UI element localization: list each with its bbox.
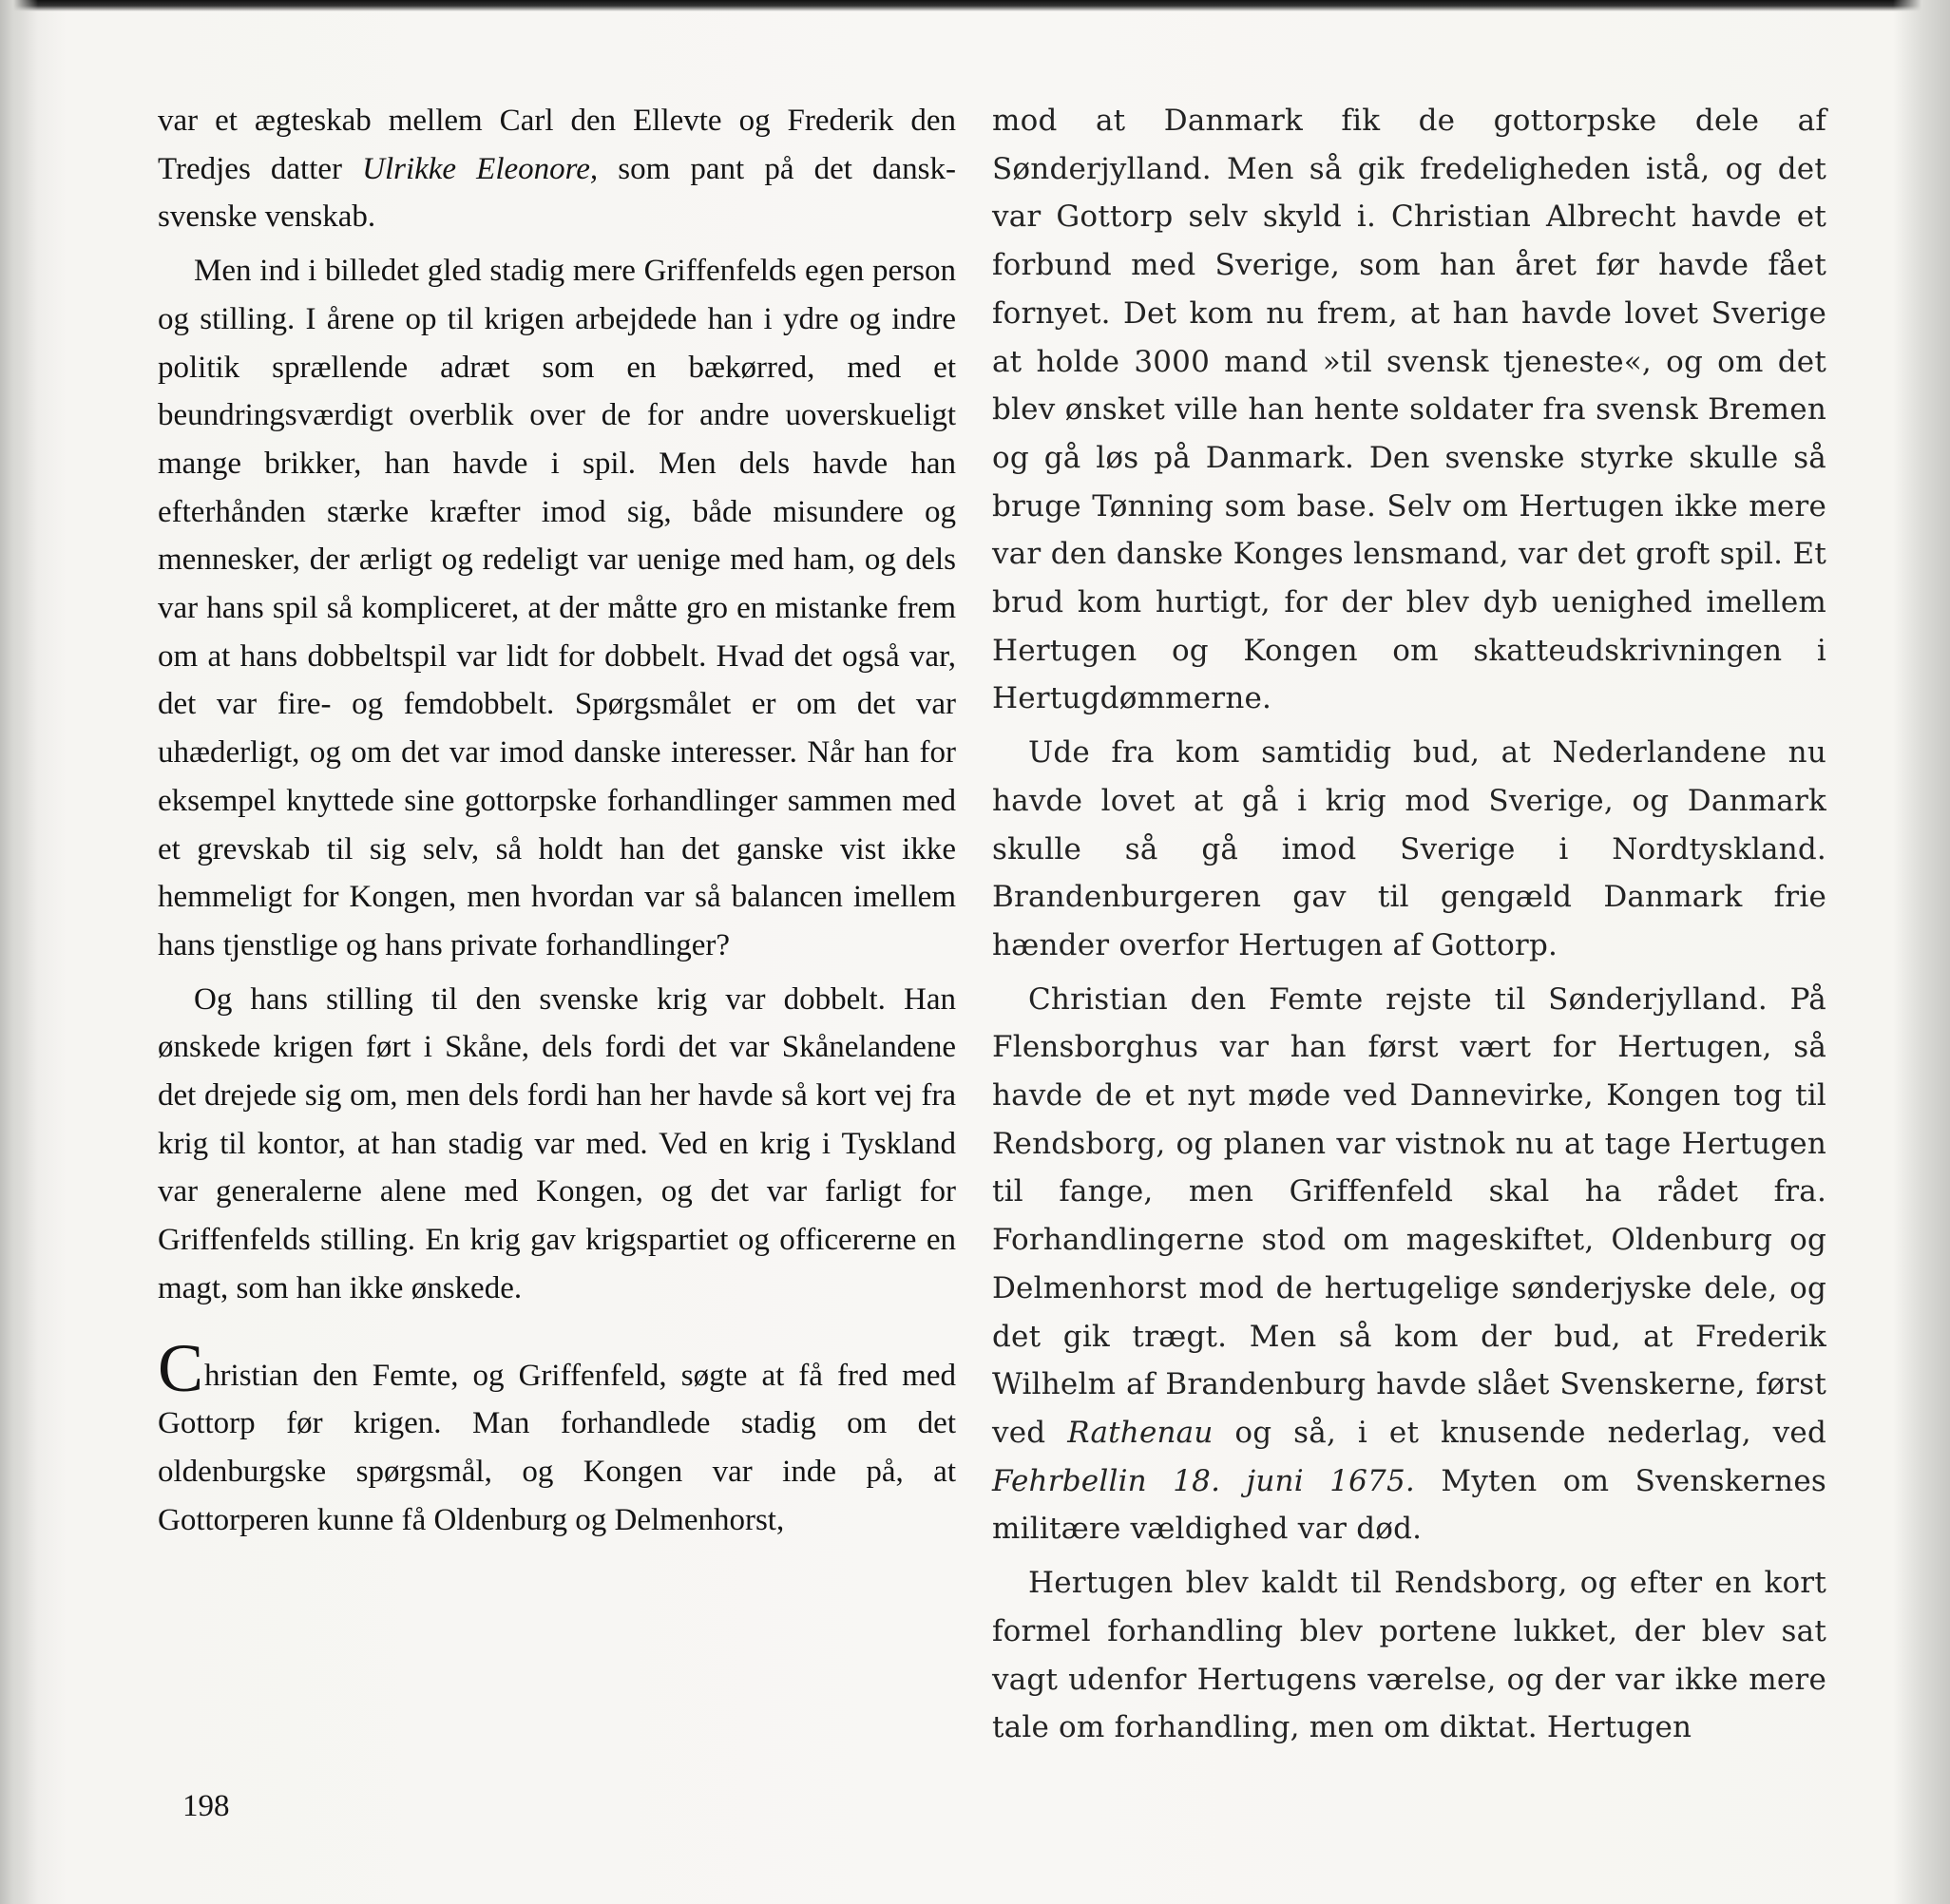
page-right-edge: [1893, 0, 1950, 1904]
drop-cap: C: [158, 1329, 204, 1406]
paragraph: mod at Danmark fik de gottorpske dele af Sønderjylland. Men så gik fredeligheden istå, og det var Gottorp selv skyld i. Christian Albrecht havde et forbund med Sverige, som han året før havde fået fornyet. Det kom nu frem, at han havde lovet Sverige at holde 3000 mand »til svensk tjeneste«, og om det blev ønsket ville han hente soldater fra svensk Bremen og gå løs på Danmark. Den svenske styrke skulle så bruge Tønning som base. Selv om Hertugen ikke mere var den danske Konges lensmand, var det groft spil. Et brud kom hurtigt, for der blev dyb uenighed imellem Hertugen og Kongen om skatteudskrivningen i Hertugdømmerne.: [992, 104, 1826, 716]
paragraph: Og hans stilling til den svenske krig var dobbelt. Han ønskede krigen ført i Skåne, dels fordi det var Skånelandene det drejede sig om, men dels fordi han her havde så kort vej fra krig til kontor, at han stadig var med. Ved en krig i Tyskland var generalerne alene med Kongen, og det var farligt for Griffenfelds stilling. En krig gav krigspartiet og officererne en magt, som han ikke ønskede.: [158, 981, 956, 1305]
paragraph: Ude fra kom samtidig bud, at Nederlandene nu havde lovet at gå i krig mod Sverige, og Danmark skulle så gå imod Sverige i Nordtyskland. Brandenburgeren gav til gengæld Danmark frie hænder overfor Hertugen af Gottorp.: [992, 735, 1826, 962]
paragraph: [158, 97, 956, 241]
italic-name: Ulrikke Eleonore,: [362, 151, 599, 186]
section-paragraph: [158, 1329, 956, 1545]
right-column: [992, 97, 1826, 1758]
spine-shadow: [0, 0, 38, 1904]
page-top-edge: [0, 0, 1950, 11]
text-run: og så, i et knusende nederlag, ved: [1213, 1415, 1826, 1450]
text-run: hristian den Femte, og Griffenfeld, søgte at få fred med Gottorp før krigen. Man forhandlede stadig om det oldenburgske spørgsmål, og Kongen var inde på, at Gottorperen kunne få Oldenburg og Delmenhorst,: [158, 1358, 956, 1537]
text-run: som pant på det dansk-svenske venskab.: [158, 151, 956, 235]
page-number: 198: [182, 1789, 230, 1823]
italic-date: Fehrbellin 18. juni 1675.: [992, 1463, 1415, 1498]
text-run: var et ægteskab mellem Carl den Ellevte og Frederik den Tredjes datter: [158, 104, 956, 186]
paragraph: Hertugen blev kaldt til Rendsborg, og efter en kort formel forhandling blev portene lukket, der blev sat vagt udenfor Hertugens værelse, og der var ikke mere tale om forhandling, men om diktat. Hertugen: [992, 1566, 1826, 1745]
text-run: Christian den Femte rejste til Sønderjylland. På Flensborghus var han først vært for Hertugen, så havde de et nyt møde ved Dannevirke, Kongen tog til Rendsborg, og planen var vistnok nu at tage Hertugen til fange, men Griffenfeld skal ha rådet fra. Forhandlingerne stod om mageskiftet, Oldenburg og Delmenhorst mod de hertugelige sønderjyske dele, og det gik trægt. Men så kom der bud, at Frederik Wilhelm af Brandenburg havde slået Svenskerne, først ved: [992, 981, 1826, 1450]
paragraph: [992, 976, 1826, 1553]
paragraph: Men ind i billedet gled stadig mere Griffenfelds egen person og stilling. I årene op til krigen arbejdede han i ydre og indre politik sprællende adræt som en bækørred, med et beundringsværdigt overblik over de for andre uoverskueligt mange brikker, han havde i spil. Men dels havde han efterhånden stærke kræfter imod sig, både misundere og mennesker, der ærligt og redeligt var uenige med ham, og dels var hans spil så kompliceret, at der måtte gro en mistanke frem om at hans dobbeltspil var lidt for dobbelt. Hvad det også var, det var fire- og femdobbelt. Spørgsmålet er om det var uhæderligt, og om det var imod danske interesser. Når han for eksempel knyttede sine gottorpske forhandlinger sammen med et grevskab til sig selv, så holdt han det ganske vist ikke hemmeligt for Kongen, men hvordan var så balancen imellem hans tjenstlige og hans private forhandlinger?: [158, 254, 956, 962]
left-column: [158, 97, 956, 1550]
italic-place: Rathenau: [1067, 1415, 1214, 1450]
text-run: Myten om Svenskernes militære vældighed var død.: [992, 1463, 1826, 1547]
